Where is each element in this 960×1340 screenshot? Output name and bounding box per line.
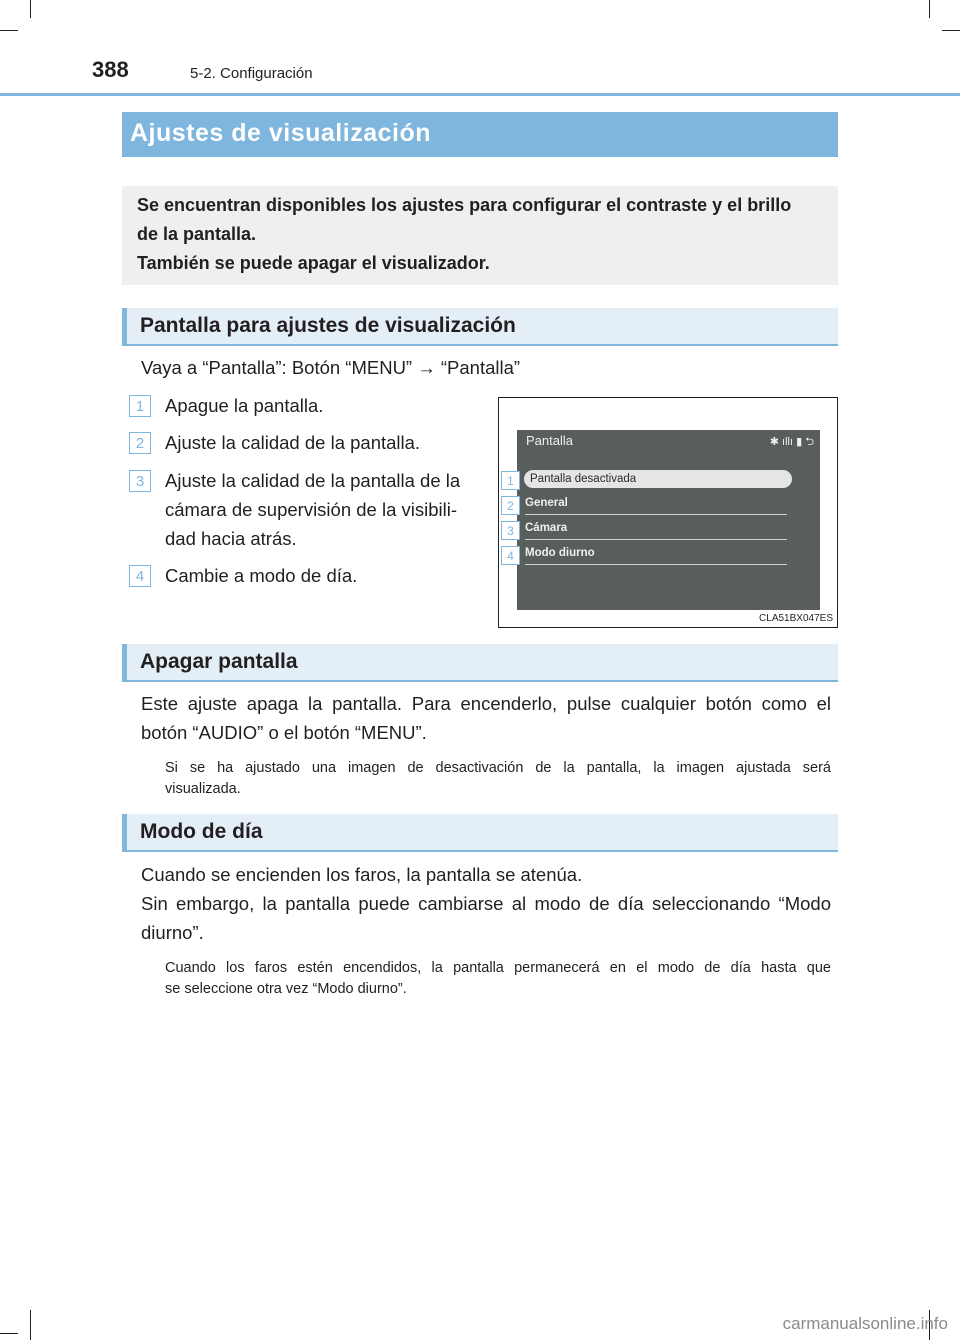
crop-mark: [30, 1310, 31, 1340]
section-heading: [122, 308, 838, 346]
running-header: 5-2. Configuración: [190, 65, 313, 82]
crop-mark: [30, 0, 31, 18]
note-text: visualizada.: [165, 781, 241, 797]
crop-mark: [0, 30, 18, 31]
item-text: dad hacia atrás.: [165, 528, 297, 549]
item-text: Apague la pantalla.: [165, 395, 324, 416]
figure-code: CLA51BX047ES: [759, 613, 833, 624]
callout-number: 3: [501, 521, 520, 540]
item-number: 3: [129, 470, 151, 492]
watermark: carmanualsonline.info: [782, 1314, 948, 1333]
menu-item-day-mode[interactable]: Modo diurno: [525, 547, 595, 559]
section-title: Apagar pantalla: [140, 650, 298, 673]
item-text: Ajuste la calidad de la pantalla.: [165, 432, 421, 453]
intro-line: Se encuentran disponibles los ajustes para configurar el contraste y el brillo: [137, 195, 792, 215]
note-text: se seleccione otra vez “Modo diurno”.: [165, 981, 407, 997]
callout-number: 1: [501, 471, 520, 490]
crop-mark: [942, 30, 960, 31]
display-screen: [517, 430, 820, 610]
menu-item-screen-off[interactable]: Pantalla desactivada: [524, 470, 792, 488]
screen-figure: [498, 397, 838, 628]
screen-title: Pantalla: [526, 433, 573, 448]
crop-mark: [0, 1333, 18, 1334]
item-text: Ajuste la calidad de la pantalla de la: [165, 470, 461, 491]
item-number: 4: [129, 565, 151, 587]
page-number: 388: [92, 57, 129, 82]
banner-title: Ajustes de visualización: [130, 119, 431, 147]
item-text: Cambie a modo de día.: [165, 565, 358, 586]
menu-divider: [525, 564, 787, 565]
section-heading: [122, 644, 838, 682]
section-title: Modo de día: [140, 820, 263, 843]
section-heading: [122, 814, 838, 852]
intro-box: [122, 186, 838, 285]
item-number: 1: [129, 395, 151, 417]
menu-divider: [525, 539, 787, 540]
note-text: Si se ha ajustado una imagen de desactivación de la pantalla, la imagen ajustada será: [165, 760, 831, 776]
body-text: Este ajuste apaga la pantalla. Para encenderlo, pulse cualquier botón como el: [141, 693, 831, 714]
callout-number: 4: [501, 546, 520, 565]
navigation-path: Vaya a “Pantalla”: Botón “MENU” → “Pantalla”: [141, 357, 521, 378]
item-text: cámara de supervisión de la visibili-: [165, 499, 458, 520]
section-title: Pantalla para ajustes de visualización: [140, 314, 516, 337]
note-text: Cuando los faros estén encendidos, la pantalla permanecerá en el modo de día hasta que: [165, 960, 831, 976]
item-number: 2: [129, 432, 151, 454]
body-text: Cuando se encienden los faros, la pantalla se atenúa.: [141, 864, 583, 885]
intro-line: de la pantalla.: [137, 224, 257, 244]
body-text: diurno”.: [141, 922, 204, 943]
menu-divider: [525, 514, 787, 515]
menu-item-camera[interactable]: Cámara: [525, 522, 568, 534]
header-rule: [0, 93, 960, 96]
callout-number: 2: [501, 496, 520, 515]
body-text: Sin embargo, la pantalla puede cambiarse al modo de día seleccionando “Modo: [141, 893, 831, 914]
body-text: botón “AUDIO” o el botón “MENU”.: [141, 722, 427, 743]
intro-line: También se puede apagar el visualizador.: [137, 253, 490, 273]
menu-item-general[interactable]: General: [525, 497, 568, 509]
crop-mark: [929, 0, 930, 18]
chapter-banner: [122, 112, 838, 157]
status-icons: ✱ ıllı ▮ ⮌: [769, 436, 814, 448]
